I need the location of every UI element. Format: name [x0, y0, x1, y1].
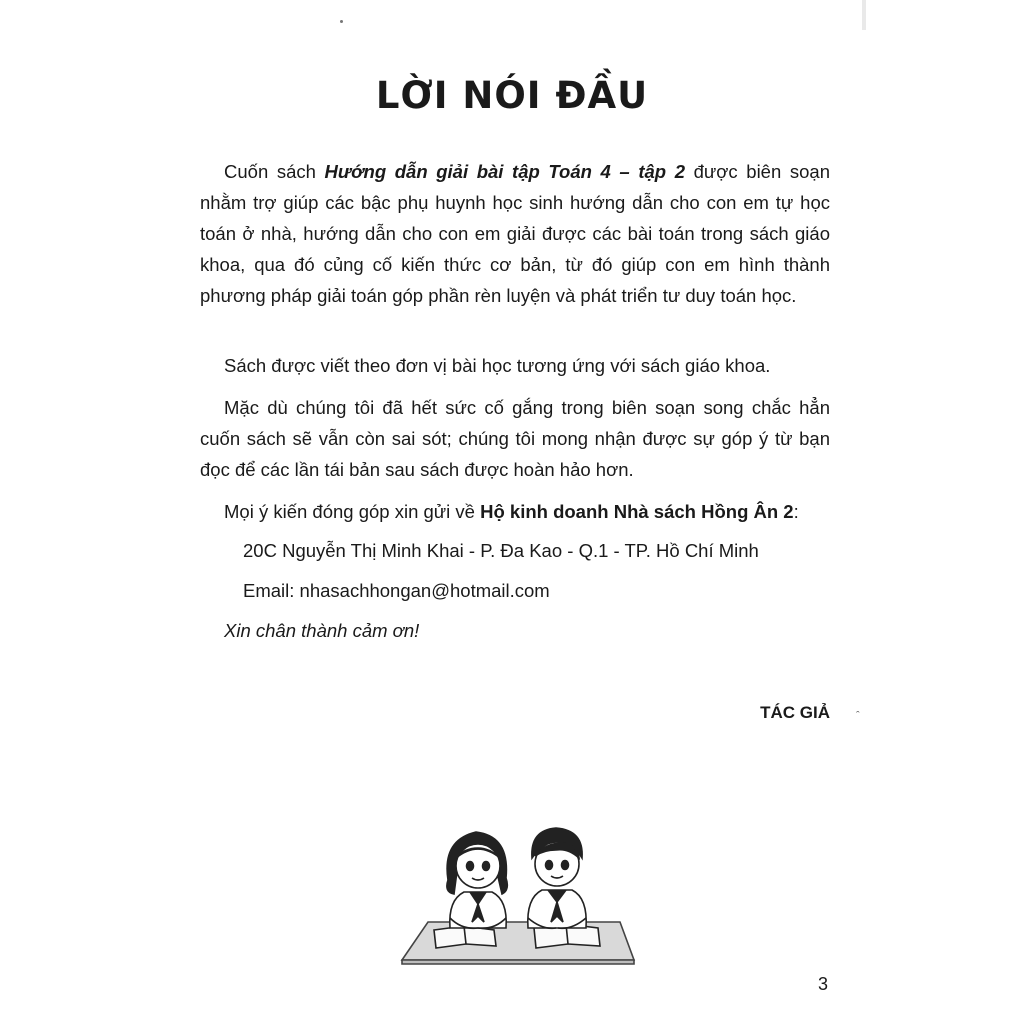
paragraph-4-intro: Mọi ý kiến đóng góp xin gửi về — [224, 501, 481, 522]
preface-paragraph-4 — [200, 496, 830, 527]
paragraph-4-colon: : — [793, 501, 799, 522]
book-title: Hướng dẫn giải bài tập Toán 4 – tập 2 — [324, 161, 685, 182]
publisher-address: 20C Nguyễn Thị Minh Khai - P. Đa Kao - Q.1 - TP. Hồ Chí Minh — [243, 540, 759, 561]
page-number: 3 — [818, 974, 829, 994]
publisher-name: Hộ kinh doanh Nhà sách Hồng Ân 2 — [480, 501, 794, 522]
preface-paragraph-1 — [200, 156, 830, 311]
publisher-email: Email: nhasachhongan@hotmail.com — [243, 580, 550, 601]
paragraph-1-body: được biên soạn nhằm trợ giúp các bậc phụ huynh học sinh hướng dẫn cho con em tự học toán ở nhà, hướng dẫn cho con em giải được các bài toán trong sách giáo khoa, qua đó củng cố kiến thức cơ bản, từ đó giúp con em hình thành phương pháp giải toán góp phần rèn luyện và phát triển tư duy toán học. — [200, 161, 830, 306]
page-title: LỜI NÓI ĐẦU — [375, 74, 649, 117]
page-margin — [866, 0, 1024, 1024]
scan-speck — [340, 20, 343, 23]
author-signature: TÁC GIẢ — [760, 703, 830, 722]
scan-mark: ˆ — [856, 710, 860, 722]
students-studying-illustration — [398, 818, 638, 973]
preface-paragraph-3: Mặc dù chúng tôi đã hết sức cố gắng trong biên soạn song chắc hẳn cuốn sách sẽ vẫn còn sai sót; chúng tôi mong nhận được sự góp ý từ bạn đọc để các lần tái bản sau sách được hoàn hảo hơn. — [200, 397, 830, 480]
thanks-line: Xin chân thành cảm ơn! — [224, 620, 420, 641]
scan-edge — [862, 0, 866, 30]
preface-paragraph-2: Sách được viết theo đơn vị bài học tương ứng với sách giáo khoa. — [224, 355, 771, 376]
paragraph-1-intro: Cuốn sách — [224, 161, 325, 182]
